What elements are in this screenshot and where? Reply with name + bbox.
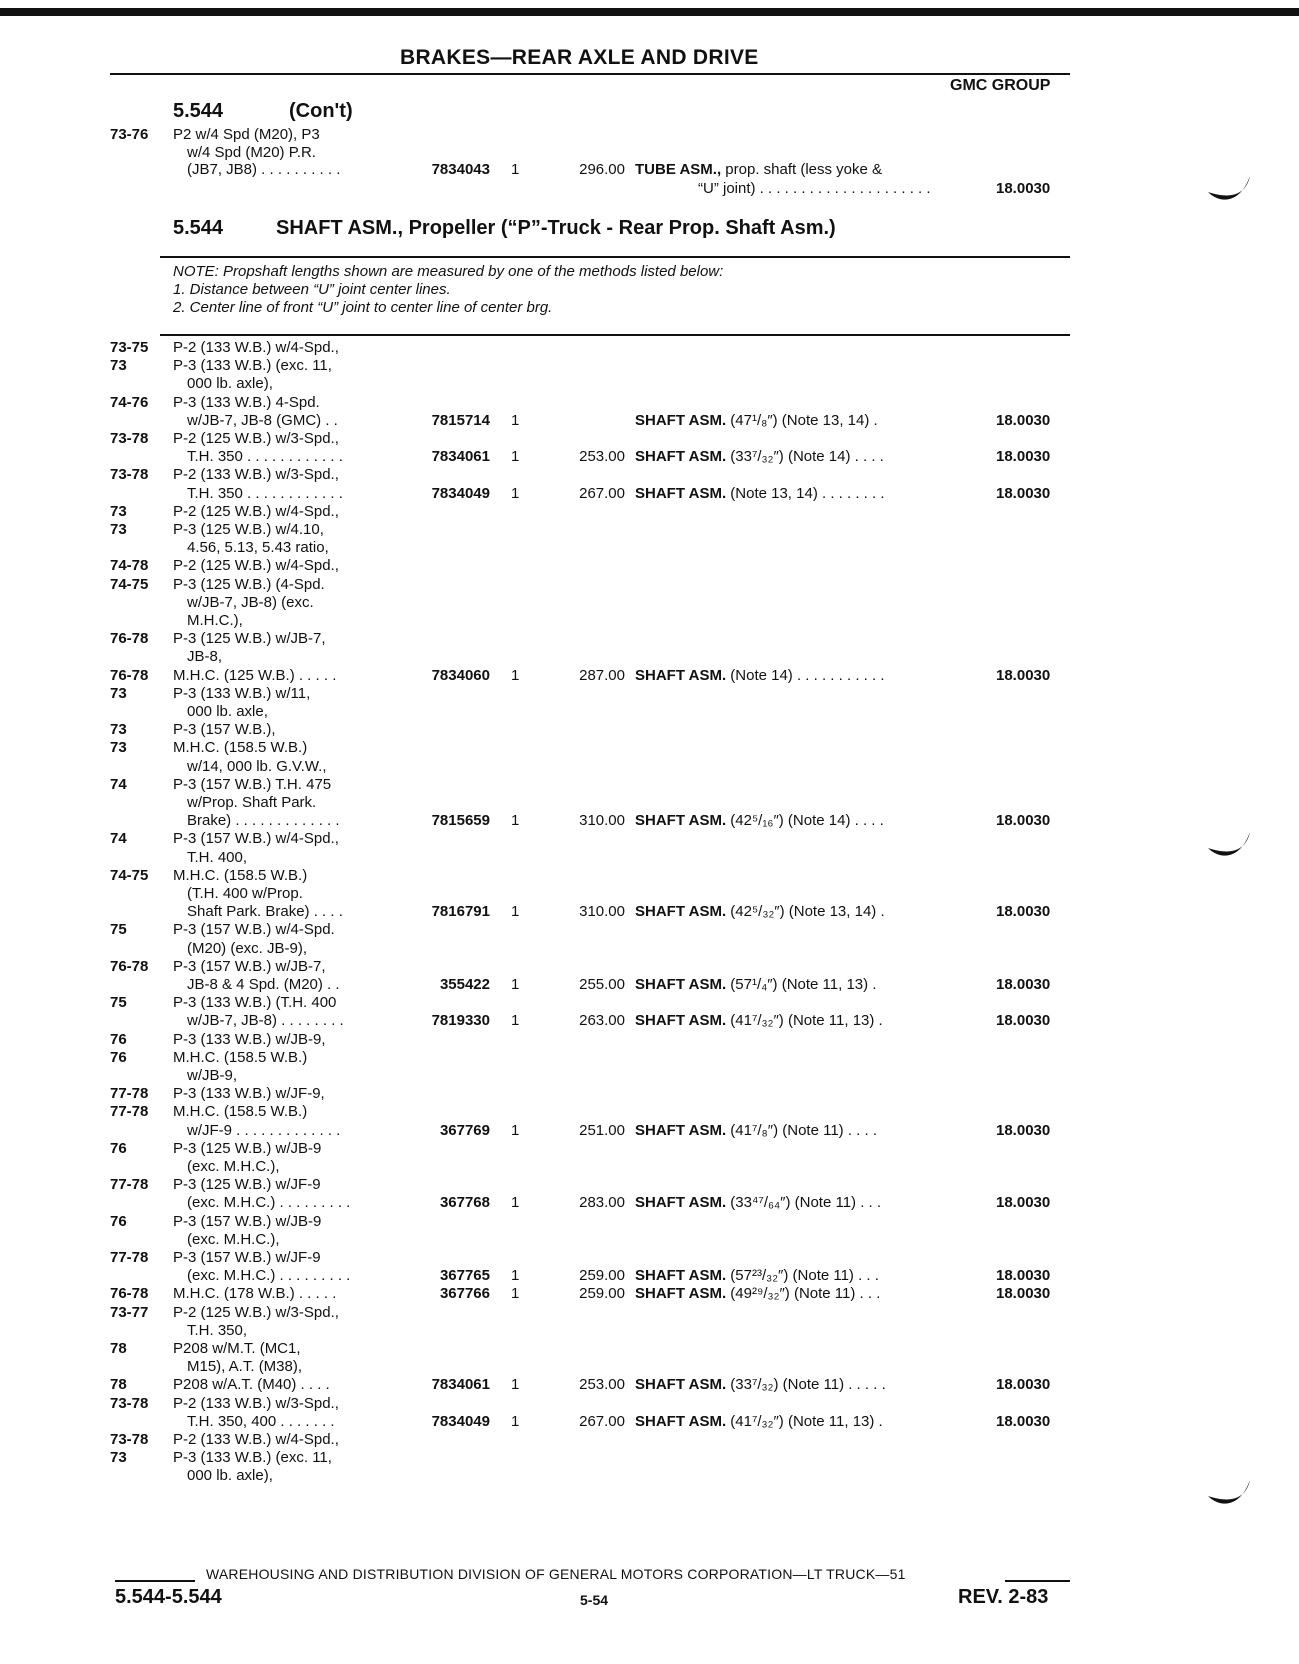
application-desc: P-3 (157 W.B.) w/JF-9: [173, 1249, 321, 1266]
item-name: SHAFT ASM.: [635, 812, 727, 830]
application-desc: w/JB-7, JB-8) (exc.: [187, 593, 314, 611]
quantity: 1: [511, 1121, 520, 1139]
item-name: SHAFT ASM.: [635, 1412, 727, 1430]
year-range: 75: [110, 921, 127, 939]
footer-page-number: 5-54: [580, 1592, 609, 1608]
application-desc: (exc. M.H.C.) . . . . . . . . .: [187, 1267, 351, 1285]
application-desc: P-2 (125 W.B.) w/4-Spd.,: [173, 557, 339, 575]
year-range: 73-78: [110, 1394, 149, 1412]
application-desc: 000 lb. axle,: [187, 703, 268, 720]
application-desc: P-3 (133 W.B.) w/JB-9,: [173, 1030, 326, 1048]
binder-ring-mark: [1206, 830, 1252, 864]
application-desc: T.H. 350, 400 . . . . . . .: [187, 1412, 335, 1430]
item-detail: (41⁷/₈″) (Note 11) . . . .: [726, 1121, 877, 1139]
application-desc: w/JB-7, JB-8 (GMC) . .: [187, 411, 338, 429]
top-rule: [0, 8, 1299, 16]
binder-ring-mark: [1206, 1478, 1252, 1512]
year-range: 73: [110, 739, 127, 757]
application-desc: 000 lb. axle),: [187, 375, 273, 393]
part-number: 7815659: [431, 812, 490, 830]
application-desc: (exc. M.H.C.),: [187, 1230, 280, 1248]
application-desc: (JB7, JB8) . . . . . . . . . .: [187, 161, 341, 178]
item-detail: (42⁵/₁₆″) (Note 14) . . . .: [726, 812, 884, 830]
group-number: 18.0030: [996, 1121, 1051, 1139]
application-desc: 000 lb. axle),: [187, 1467, 273, 1485]
part-number: 367768: [439, 1194, 490, 1212]
group-number: 18.0030: [996, 1376, 1051, 1394]
group-number: 18.0030: [996, 180, 1051, 197]
quantity: 1: [511, 666, 520, 684]
quantity: 1: [511, 976, 520, 993]
item-description: [635, 1376, 886, 1394]
item-detail: (Note 14) . . . . . . . . . . .: [726, 666, 885, 684]
item-description: [635, 412, 878, 430]
quantity: 1: [511, 1285, 520, 1303]
footer-range: 5.544-5.544: [115, 1586, 222, 1608]
item-detail: (47¹/₈″) (Note 13, 14) .: [726, 411, 878, 429]
year-range: 74: [110, 830, 127, 848]
section-rule: [160, 256, 1070, 258]
quantity: 1: [511, 1194, 520, 1212]
group-number: 18.0030: [996, 812, 1051, 830]
section-number: 5.544: [173, 217, 224, 239]
application-desc: P-2 (125 W.B.) w/4-Spd.,: [173, 502, 339, 520]
application-desc: P-3 (157 W.B.) w/4-Spd.: [173, 921, 335, 939]
year-range: 77-78: [110, 1249, 149, 1266]
section-heading: [173, 217, 836, 240]
part-number: 7815714: [431, 411, 490, 429]
group-number: 18.0030: [996, 1267, 1051, 1285]
application-desc: (T.H. 400 w/Prop.: [187, 885, 303, 902]
year-range: 73: [110, 502, 127, 520]
part-number: 355422: [439, 976, 490, 993]
application-desc: P-3 (133 W.B.) w/11,: [173, 684, 311, 702]
application-desc: P-2 (125 W.B.) w/3-Spd.,: [173, 430, 339, 447]
part-number: 367769: [439, 1121, 490, 1139]
price: 296.00: [579, 161, 625, 178]
year-range: 76-78: [110, 630, 149, 648]
year-range: 76: [110, 1048, 127, 1066]
application-desc: T.H. 350,: [187, 1321, 248, 1339]
item-detail: (33⁷/₃₂) (Note 11) . . . . .: [726, 1376, 886, 1394]
quantity: 1: [511, 448, 520, 466]
application-desc: Shaft Park. Brake) . . . .: [187, 903, 343, 921]
page-title: BRAKES—REAR AXLE AND DRIVE: [400, 46, 759, 69]
item-name: TUBE ASM.,: [635, 161, 722, 178]
application-desc: M.H.C. (158.5 W.B.): [173, 866, 308, 884]
year-range: 76: [110, 1139, 127, 1157]
application-desc: (exc. M.H.C.) . . . . . . . . .: [187, 1194, 351, 1212]
application-desc: P2 w/4 Spd (M20), P3: [173, 126, 320, 143]
price: 263.00: [579, 1012, 625, 1030]
quantity: 1: [511, 1012, 520, 1030]
item-name: SHAFT ASM.: [635, 1267, 727, 1285]
price: 253.00: [579, 1376, 625, 1394]
note-rule: [160, 334, 1070, 336]
group-number: 18.0030: [996, 1412, 1051, 1430]
application-desc: P-3 (157 W.B.) w/JB-7,: [173, 957, 326, 975]
group-number: 18.0030: [996, 484, 1051, 502]
binder-ring-mark: [1206, 174, 1252, 208]
application-desc: w/JB-9,: [187, 1067, 238, 1084]
application-desc: P-2 (133 W.B.) w/3-Spd.,: [173, 466, 339, 484]
year-range: 76-78: [110, 957, 149, 975]
note-block: [173, 263, 723, 317]
part-number: 7834061: [431, 1376, 490, 1394]
section-number: 5.544: [173, 100, 224, 122]
year-range: 73-78: [110, 430, 149, 447]
application-desc: P-3 (157 W.B.) w/4-Spd.,: [173, 830, 339, 848]
item-description: [635, 976, 876, 994]
part-number: 7834061: [431, 448, 490, 466]
year-range: 73: [110, 684, 127, 702]
footer-rule-right: [1005, 1580, 1070, 1582]
quantity: 1: [511, 903, 520, 921]
year-range: 73-78: [110, 1431, 149, 1448]
price: 253.00: [579, 448, 625, 466]
part-number: 367765: [439, 1267, 490, 1285]
item-description: [635, 1285, 880, 1303]
year-range: 73-78: [110, 466, 149, 484]
part-number: 7834049: [431, 1412, 490, 1430]
application-desc: P-3 (133 W.B.) (exc. 11,: [173, 1449, 332, 1467]
item-detail: (33⁷/₃₂″) (Note 14) . . . .: [726, 448, 884, 466]
item-description: [635, 812, 884, 830]
price: 310.00: [579, 812, 625, 830]
item-detail: (41⁷/₃₂″) (Note 11, 13) .: [726, 1412, 883, 1430]
year-range: 73: [110, 357, 127, 375]
year-range: 76-78: [110, 1285, 149, 1303]
quantity: 1: [511, 484, 520, 502]
item-description: [635, 161, 882, 179]
title-rule: [110, 73, 1070, 75]
year-range: 73: [110, 721, 127, 739]
year-range: 75: [110, 994, 127, 1012]
item-name: SHAFT ASM.: [635, 411, 727, 429]
item-name: SHAFT ASM.: [635, 1194, 727, 1212]
year-range: 73: [110, 1449, 127, 1467]
item-detail: (49²⁹/₃₂″) (Note 11) . . .: [726, 1285, 881, 1303]
application-desc: w/JB-7, JB-8) . . . . . . . .: [187, 1012, 344, 1030]
application-desc: M.H.C. (158.5 W.B.): [173, 1048, 308, 1066]
item-description: [635, 1413, 883, 1431]
application-desc: T.H. 350 . . . . . . . . . . . .: [187, 484, 343, 502]
year-range: 73-75: [110, 339, 149, 356]
item-name: SHAFT ASM.: [635, 448, 727, 466]
year-range: 76: [110, 1030, 127, 1048]
application-desc: JB-8,: [187, 648, 223, 666]
application-desc: T.H. 400,: [187, 848, 248, 866]
application-desc: P-3 (125 W.B.) (4-Spd.: [173, 575, 325, 593]
year-range: 76-78: [110, 666, 149, 684]
year-range: 78: [110, 1340, 127, 1357]
item-detail: (33⁴⁷/₆₄″) (Note 11) . . .: [726, 1194, 882, 1212]
application-desc: P-2 (133 W.B.) w/3-Spd.,: [173, 1394, 339, 1412]
item-description: [635, 1012, 883, 1030]
item-detail: (57²³/₃₂″) (Note 11) . . .: [726, 1267, 879, 1285]
application-desc: P-2 (133 W.B.) w/4-Spd.,: [173, 339, 339, 356]
price: 255.00: [579, 976, 625, 993]
application-desc: M15), A.T. (M38),: [187, 1358, 303, 1376]
price: 259.00: [579, 1285, 625, 1303]
application-desc: M.H.C. (178 W.B.) . . . . .: [173, 1285, 337, 1303]
application-desc: P-3 (125 W.B.) w/JF-9: [173, 1176, 321, 1194]
quantity: 1: [511, 1267, 520, 1285]
quantity: 1: [511, 1412, 520, 1430]
application-desc: w/JF-9 . . . . . . . . . . . . .: [187, 1121, 341, 1139]
application-desc: w/4 Spd (M20) P.R.: [187, 144, 316, 161]
application-desc: M.H.C. (125 W.B.) . . . . .: [173, 666, 337, 684]
part-number: 7816791: [431, 903, 490, 921]
footer-revision: REV. 2-83: [958, 1586, 1049, 1608]
quantity: 1: [511, 411, 520, 429]
item-description: [635, 1194, 881, 1212]
item-description: [635, 667, 885, 685]
part-number: 7834049: [431, 484, 490, 502]
item-name: SHAFT ASM.: [635, 1121, 727, 1139]
application-desc: P-3 (157 W.B.),: [173, 721, 276, 739]
application-desc: (exc. M.H.C.),: [187, 1158, 280, 1175]
section-continued-heading: [173, 100, 353, 123]
note-line: 2. Center line of front “U” joint to center line of center brg.: [173, 299, 553, 316]
quantity: 1: [511, 1376, 520, 1394]
item-name: SHAFT ASM.: [635, 1285, 727, 1303]
item-name: SHAFT ASM.: [635, 1012, 727, 1030]
year-range: 77-78: [110, 1103, 149, 1121]
application-desc: P-2 (125 W.B.) w/3-Spd.,: [173, 1303, 339, 1321]
item-detail: (42⁵/₃₂″) (Note 13, 14) .: [726, 903, 885, 921]
price: 259.00: [579, 1267, 625, 1285]
quantity: 1: [511, 161, 520, 178]
year-range: 74-75: [110, 575, 149, 593]
year-range: 77-78: [110, 1085, 149, 1103]
section-continued-label: (Con't): [289, 100, 353, 122]
part-number: 7834060: [431, 666, 490, 684]
group-number: 18.0030: [996, 976, 1051, 993]
group-number: 18.0030: [996, 1012, 1051, 1030]
group-number: 18.0030: [996, 411, 1051, 429]
application-desc: JB-8 & 4 Spd. (M20) . .: [187, 976, 340, 993]
item-name: SHAFT ASM.: [635, 976, 727, 993]
item-detail-cont: “U” joint) . . . . . . . . . . . . . . . . . . . . .: [698, 180, 931, 197]
price: 251.00: [579, 1121, 625, 1139]
group-number: 18.0030: [996, 666, 1051, 684]
item-description: [635, 1122, 877, 1140]
item-name: SHAFT ASM.: [635, 903, 727, 921]
application-desc: M.H.C. (158.5 W.B.): [173, 1103, 308, 1121]
group-number: 18.0030: [996, 1285, 1051, 1303]
application-desc: P-3 (133 W.B.) (T.H. 400: [173, 994, 337, 1012]
part-number: 7819330: [431, 1012, 490, 1030]
year-range: 76: [110, 1212, 127, 1230]
year-range: 74-75: [110, 866, 149, 884]
application-desc: T.H. 350 . . . . . . . . . . . .: [187, 448, 343, 466]
group-label: GMC GROUP: [950, 77, 1051, 94]
item-detail: (Note 13, 14) . . . . . . . .: [726, 484, 885, 502]
application-desc: 4.56, 5.13, 5.43 ratio,: [187, 539, 329, 557]
application-desc: M.H.C.),: [187, 612, 243, 629]
application-desc: w/Prop. Shaft Park.: [187, 794, 317, 811]
application-desc: P-3 (133 W.B.) (exc. 11,: [173, 357, 332, 375]
year-range: 74-76: [110, 393, 149, 411]
year-range: 78: [110, 1376, 127, 1394]
group-number: 18.0030: [996, 1194, 1051, 1212]
application-desc: Brake) . . . . . . . . . . . . .: [187, 812, 340, 830]
price: 310.00: [579, 903, 625, 921]
year-range: 73: [110, 521, 127, 538]
note-line: NOTE: Propshaft lengths shown are measured by one of the methods listed below:: [173, 263, 724, 280]
application-desc: M.H.C. (158.5 W.B.): [173, 739, 308, 757]
part-number: 7834043: [431, 161, 490, 178]
application-desc: P208 w/A.T. (M40) . . . .: [173, 1376, 330, 1394]
item-description: [635, 485, 885, 503]
application-desc: P-3 (133 W.B.) w/JF-9,: [173, 1085, 325, 1103]
item-detail: (57¹/₄″) (Note 11, 13) .: [726, 976, 877, 993]
item-name: SHAFT ASM.: [635, 484, 727, 502]
price: 283.00: [579, 1194, 625, 1212]
item-name: SHAFT ASM.: [635, 1376, 727, 1394]
footer-text: WAREHOUSING AND DISTRIBUTION DIVISION OF GENERAL MOTORS CORPORATION—LT TRUCK—51: [206, 1566, 906, 1582]
application-desc: P-3 (125 W.B.) w/JB-9: [173, 1139, 322, 1157]
application-desc: P-3 (125 W.B.) w/4.10,: [173, 521, 324, 538]
group-number: 18.0030: [996, 448, 1051, 466]
application-desc: P-2 (133 W.B.) w/4-Spd.,: [173, 1431, 339, 1448]
item-description: [635, 448, 884, 466]
footer-rule-left: [115, 1580, 195, 1582]
item-description: [635, 1267, 879, 1285]
item-description: [635, 903, 885, 921]
item-detail: prop. shaft (less yoke &: [721, 161, 883, 178]
item-detail: (41⁷/₃₂″) (Note 11, 13) .: [726, 1012, 883, 1030]
price: 267.00: [579, 484, 625, 502]
year-range: 77-78: [110, 1176, 149, 1194]
part-number: 367766: [439, 1285, 490, 1303]
item-name: SHAFT ASM.: [635, 666, 727, 684]
application-desc: P-3 (125 W.B.) w/JB-7,: [173, 630, 326, 648]
application-desc: w/14, 000 lb. G.V.W.,: [187, 757, 327, 775]
application-desc: P-3 (133 W.B.) 4-Spd.: [173, 393, 320, 411]
application-desc: P208 w/M.T. (MC1,: [173, 1340, 301, 1357]
section-title: SHAFT ASM., Propeller (“P”-Truck - Rear Prop. Shaft Asm.): [276, 217, 836, 239]
quantity: 1: [511, 812, 520, 830]
year-range: 74-78: [110, 557, 149, 575]
price: 287.00: [579, 666, 625, 684]
group-number: 18.0030: [996, 903, 1051, 921]
application-desc: (M20) (exc. JB-9),: [187, 939, 308, 957]
price: 267.00: [579, 1412, 625, 1430]
application-desc: P-3 (157 W.B.) w/JB-9: [173, 1212, 322, 1230]
year-range: 73-77: [110, 1303, 149, 1321]
year-range: 74: [110, 775, 127, 793]
year-range: 73-76: [110, 126, 149, 143]
application-desc: P-3 (157 W.B.) T.H. 475: [173, 775, 332, 793]
note-line: 1. Distance between “U” joint center lines.: [173, 281, 451, 298]
